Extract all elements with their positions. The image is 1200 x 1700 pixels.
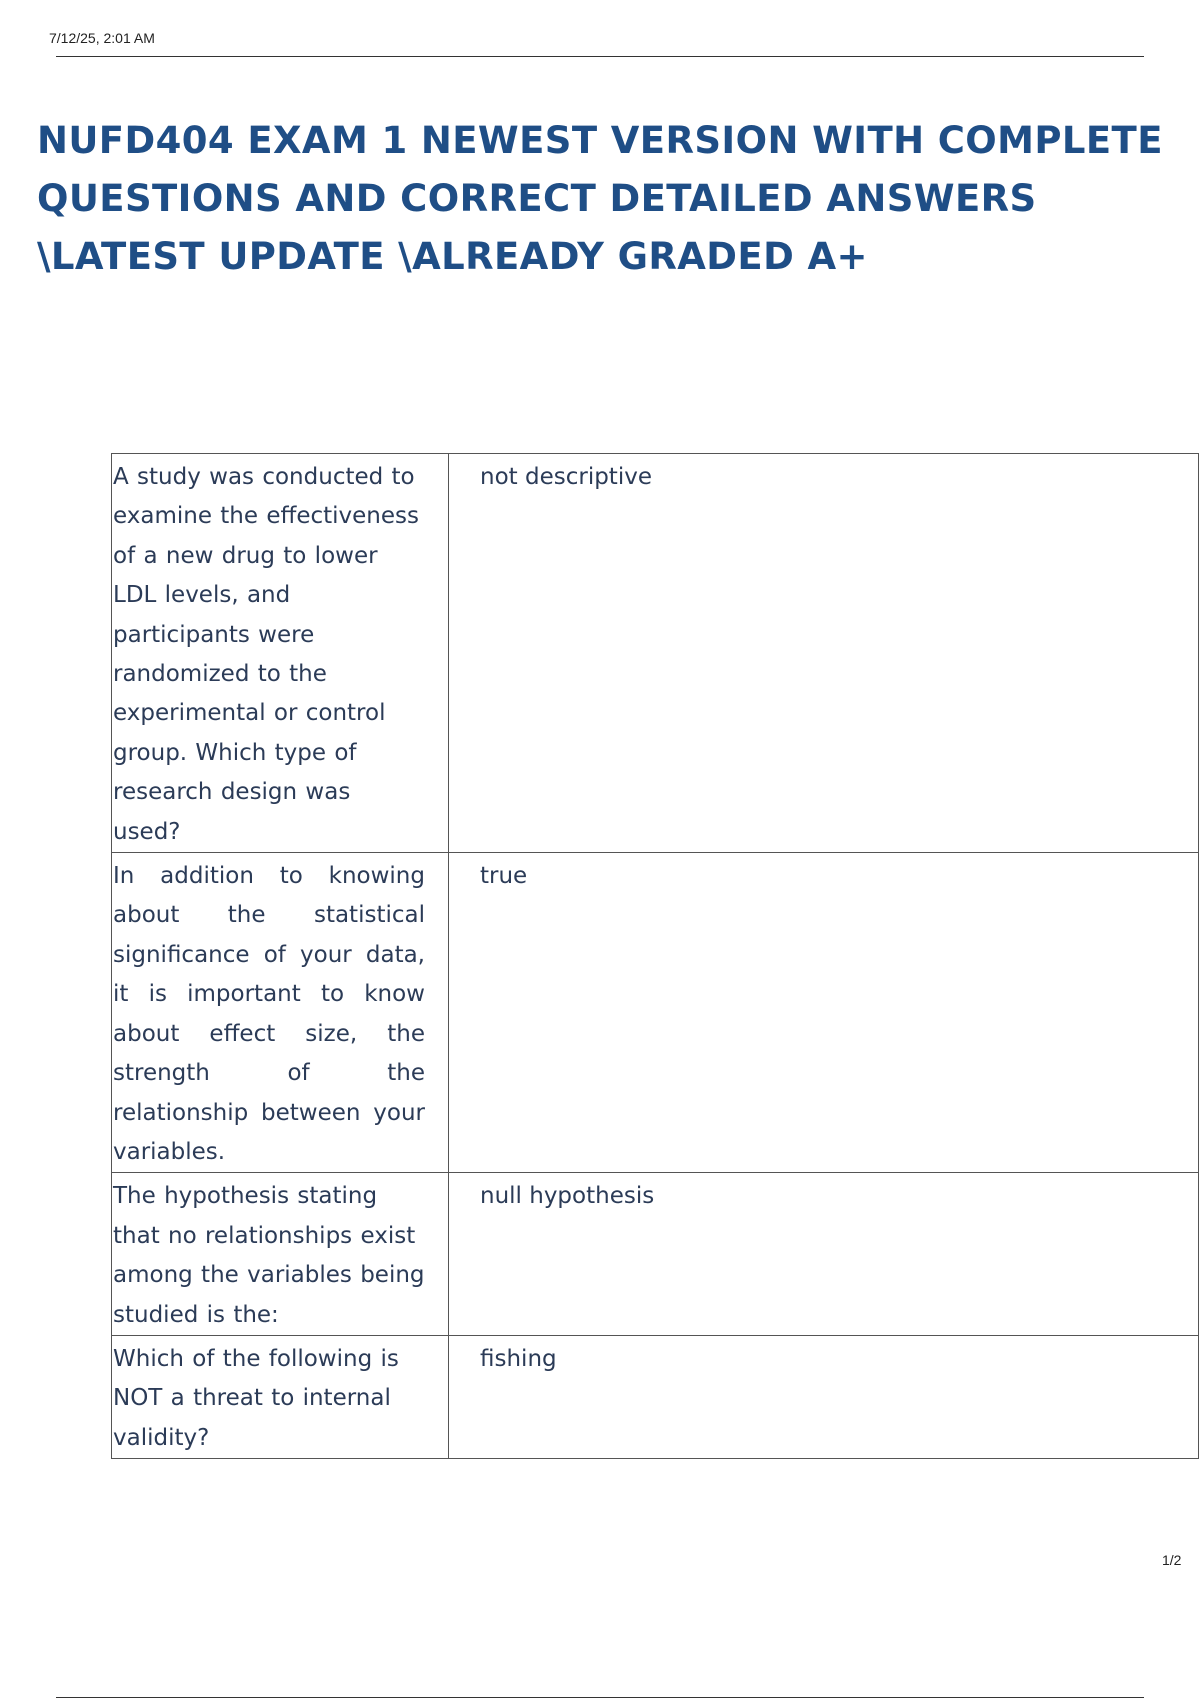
table-row (112, 1173, 1199, 1336)
answer-cell (449, 1173, 1199, 1336)
answer-text: fishing (480, 1345, 557, 1372)
table-row (112, 853, 1199, 1173)
header-divider (56, 56, 1144, 57)
question-cell (112, 853, 449, 1173)
table-row (112, 454, 1199, 853)
question-text: Which of the following is NOT a threat to internal validity? (113, 1345, 399, 1451)
print-timestamp: 7/12/25, 2:01 AM (49, 30, 155, 46)
answer-text: not descriptive (480, 464, 652, 490)
question-text: In addition to knowing about the statistical significance of your data, it is important to know about effect size, the strength of the relationship between your variables. (113, 863, 425, 1165)
question-cell (112, 454, 449, 853)
table-row (112, 1335, 1199, 1458)
question-cell (112, 1173, 449, 1336)
qa-table (111, 453, 1199, 1459)
answer-text: true (480, 863, 528, 890)
answer-cell (449, 454, 1199, 853)
page-number: 1/2 (1162, 1552, 1182, 1568)
question-cell (112, 1335, 449, 1458)
answer-cell (449, 1335, 1199, 1458)
footer-divider (56, 1697, 1144, 1698)
answer-text: null hypothesis (480, 1183, 655, 1210)
page-title: NUFD404 EXAM 1 NEWEST VERSION WITH COMPLETE QUESTIONS AND CORRECT DETAILED ANSWERS \LATEST UPDATE \ALREADY GRADED A+ (37, 119, 1163, 278)
question-text: A study was conducted to examine the effectiveness of a new drug to lower LDL levels, and participants were randomized to the experimental or control group. Which type of research design was used? (113, 464, 419, 845)
question-text: The hypothesis stating that no relationships exist among the variables being studied is the: (113, 1183, 425, 1328)
answer-cell (449, 853, 1199, 1173)
